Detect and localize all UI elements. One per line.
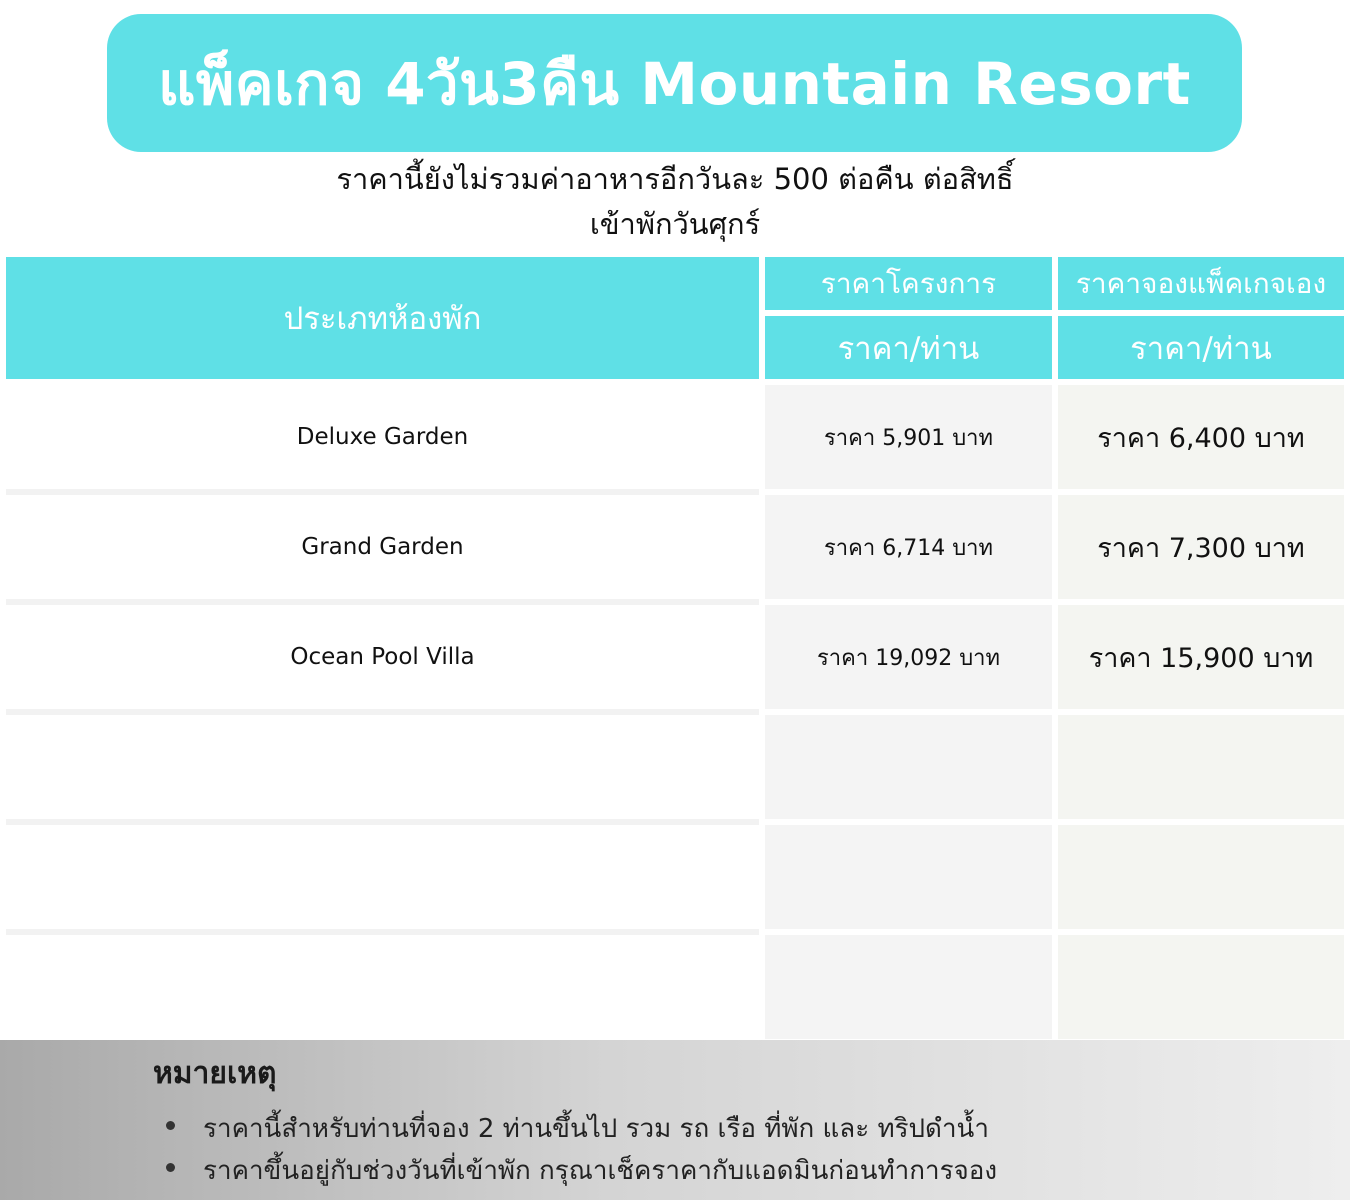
page-title: แพ็คเกจ 4วัน3คืน Mountain Resort <box>158 49 1191 118</box>
project-price-cell <box>765 715 1052 819</box>
header-project-per-person: ราคา/ท่าน <box>765 316 1052 379</box>
room-name-cell: Deluxe Garden <box>6 385 759 489</box>
header-project-price: ราคาโครงการ <box>765 257 1052 310</box>
room-name-cell <box>6 715 759 819</box>
header-room-type: ประเภทห้องพัก <box>6 257 759 379</box>
header-self-per-person: ราคา/ท่าน <box>1058 316 1344 379</box>
room-name-cell: Ocean Pool Villa <box>6 605 759 709</box>
note-item: ราคานี้สำหรับท่านที่จอง 2 ท่านขึ้นไป รวม รถ เรือ ที่พัก และ ทริปดำน้ำ <box>203 1114 989 1144</box>
bullet-icon <box>166 1121 175 1130</box>
project-price-cell: ราคา 5,901 บาท <box>765 385 1052 489</box>
subtitle-line-1: ราคานี้ยังไม่รวมค่าอาหารอีกวันละ 500 ต่อคืน ต่อสิทธิ์ <box>336 162 1014 196</box>
self-book-price-cell: ราคา 6,400 บาท <box>1058 385 1344 489</box>
self-book-price-cell <box>1058 935 1344 1039</box>
self-book-price-cell <box>1058 825 1344 929</box>
bullet-icon <box>166 1163 175 1172</box>
subtitle-line-2: เข้าพักวันศุกร์ <box>589 207 761 241</box>
self-book-price-cell <box>1058 715 1344 819</box>
project-price-cell: ราคา 19,092 บาท <box>765 605 1052 709</box>
header-self-book-price: ราคาจองแพ็คเกจเอง <box>1058 257 1344 310</box>
self-book-price-cell: ราคา 7,300 บาท <box>1058 495 1344 599</box>
title-banner <box>107 14 1242 152</box>
project-price-cell <box>765 825 1052 929</box>
notes-title: หมายเหตุ <box>153 1056 277 1091</box>
self-book-price-cell: ราคา 15,900 บาท <box>1058 605 1344 709</box>
project-price-cell <box>765 935 1052 1039</box>
room-name-cell <box>6 935 759 1039</box>
note-item: ราคาขึ้นอยู่กับช่วงวันที่เข้าพัก กรุณาเช็คราคากับแอดมินก่อนทำการจอง <box>203 1156 998 1186</box>
room-name-cell <box>6 825 759 929</box>
notes-panel <box>0 1040 1350 1200</box>
room-name-cell: Grand Garden <box>6 495 759 599</box>
project-price-cell: ราคา 6,714 บาท <box>765 495 1052 599</box>
